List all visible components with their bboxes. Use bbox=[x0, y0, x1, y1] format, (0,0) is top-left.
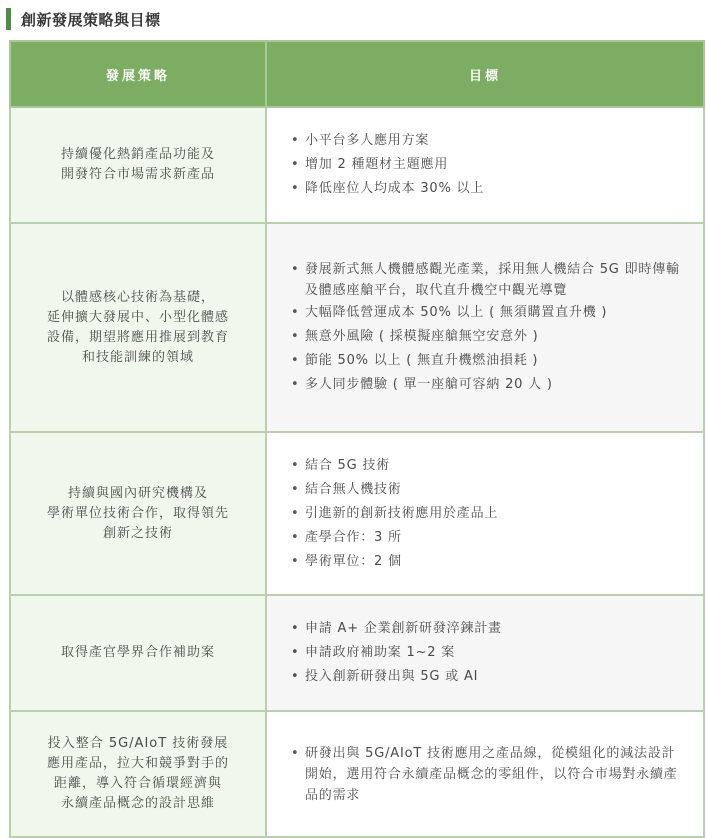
strategy-line: 以體感核心技術為基礎， bbox=[60, 289, 215, 305]
strategy-cell bbox=[10, 107, 266, 223]
strategy-line: 和技能訓練的領域 bbox=[81, 349, 194, 365]
table-row bbox=[10, 107, 704, 223]
goal-item: • 引進新的創新技術應用於產品上 bbox=[291, 502, 683, 526]
goal-item: • 降低座位人均成本 30% 以上 bbox=[291, 177, 683, 201]
goal-item: • 節能 50% 以上 ( 無直升機燃油損耗 ) bbox=[291, 349, 683, 373]
strategy-cell bbox=[10, 223, 266, 432]
table-row bbox=[10, 595, 704, 711]
goal-item: • 結合 5G 技術 bbox=[291, 454, 683, 478]
goal-item: • 投入創新研發出與 5G 或 AI bbox=[291, 665, 683, 689]
header-strategy: 發展策略 bbox=[10, 41, 266, 107]
strategy-line: 學術單位技術合作，取得領先 bbox=[46, 505, 229, 521]
strategy-line: 距離，導入符合循環經濟與 bbox=[53, 776, 222, 791]
goal-item: • 產學合作：3 所 bbox=[291, 526, 683, 550]
goal-item: • 申請 A+ 企業創新研發淬鍊計畫 bbox=[291, 617, 683, 641]
goal-item: • 多人同步體驗 ( 單一座艙可容納 20 人 ) bbox=[291, 373, 683, 397]
table-row bbox=[10, 223, 704, 432]
table-row bbox=[10, 711, 704, 837]
goal-cell bbox=[266, 711, 704, 837]
goal-cell bbox=[266, 107, 704, 223]
strategy-line: 創新之技術 bbox=[102, 525, 173, 541]
goal-list bbox=[291, 129, 683, 201]
goal-list bbox=[291, 454, 683, 574]
goal-item: • 研發出與 5G/AIoT 技術應用之產品線，從模組化的減法設計開始，選用符合永續產品概念的零組件，以符合市場對永續產品的需求 bbox=[291, 743, 683, 806]
goal-list bbox=[291, 259, 683, 397]
goal-item: • 申請政府補助案 1~2 案 bbox=[291, 641, 683, 665]
strategy-line: 取得產官學界合作補助案 bbox=[60, 645, 215, 660]
strategy-line: 持續與國內研究機構及 bbox=[67, 485, 208, 501]
goal-item: • 學術單位：2 個 bbox=[291, 550, 683, 574]
strategy-line: 設備，期望將應用推展到教育 bbox=[46, 329, 229, 345]
goal-item: • 大幅降低營運成本 50% 以上 ( 無須購置直升機 ) bbox=[291, 301, 683, 325]
goal-cell bbox=[266, 432, 704, 595]
strategy-line: 開發符合市場需求新產品 bbox=[60, 167, 215, 182]
strategy-goal-table bbox=[9, 40, 705, 838]
strategy-cell bbox=[10, 595, 266, 711]
strategy-line: 持續優化熱銷產品功能及 bbox=[60, 147, 215, 162]
goal-item: • 小平台多人應用方案 bbox=[291, 129, 683, 153]
goal-list bbox=[291, 743, 683, 806]
goal-item: • 無意外風險 ( 採模擬座艙無空安意外 ) bbox=[291, 325, 683, 349]
header-goal: 目標 bbox=[266, 41, 704, 107]
goal-cell bbox=[266, 223, 704, 432]
section-title: 創新發展策略與目標 bbox=[6, 8, 161, 30]
strategy-line: 永續產品概念的設計思維 bbox=[60, 796, 215, 811]
strategy-cell bbox=[10, 711, 266, 837]
goal-list bbox=[291, 617, 683, 689]
table-row bbox=[10, 432, 704, 595]
table-header-row bbox=[10, 41, 704, 107]
goal-item: • 增加 2 種題材主題應用 bbox=[291, 153, 683, 177]
goal-item: • 結合無人機技術 bbox=[291, 478, 683, 502]
strategy-line: 應用產品，拉大和競爭對手的 bbox=[46, 756, 229, 771]
strategy-line: 延伸擴大發展中、小型化體感 bbox=[46, 309, 229, 325]
strategy-cell bbox=[10, 432, 266, 595]
goal-cell bbox=[266, 595, 704, 711]
strategy-line: 投入整合 5G/AIoT 技術發展 bbox=[47, 736, 229, 751]
goal-item: • 發展新式無人機體感觀光產業，採用無人機結合 5G 即時傳輸及體感座艙平台，取代直升機空中觀光導覽 bbox=[291, 259, 683, 301]
